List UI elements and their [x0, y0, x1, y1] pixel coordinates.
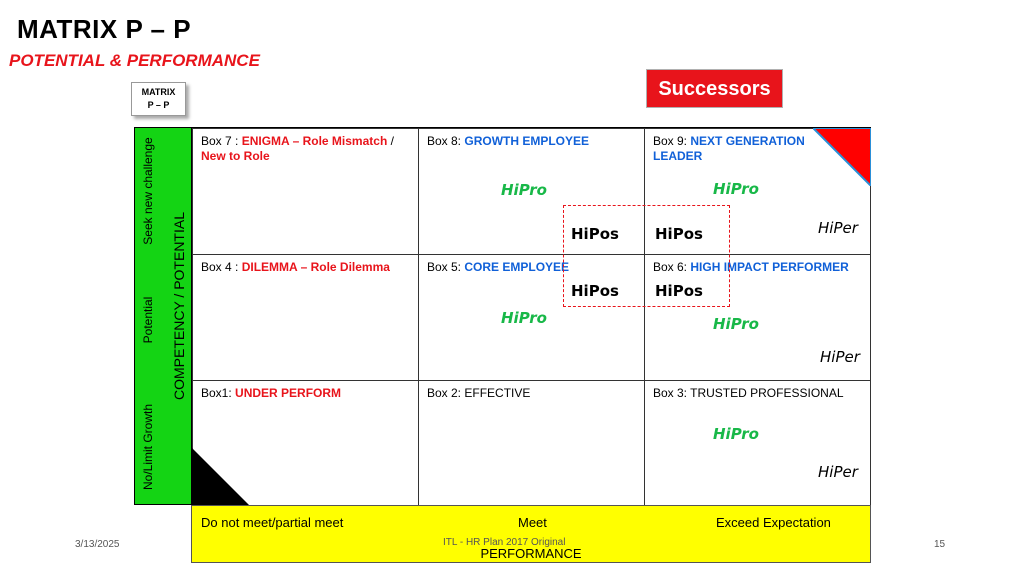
footer-center: ITL - HR Plan 2017 Original — [443, 537, 566, 548]
box-7-name: ENIGMA – Role Mismatch — [241, 134, 388, 148]
box-4-name: DILEMMA – Role Dilemma — [241, 260, 390, 274]
col-label-not-meet: Do not meet/partial meet — [201, 515, 344, 530]
hipos-tag-4: HiPos — [655, 282, 703, 300]
footer-page-number: 15 — [934, 539, 946, 550]
box-3-prefix: Box 3: — [653, 386, 691, 400]
matrix-badge-line2: P – P — [147, 100, 170, 110]
successor-corner-flag — [813, 128, 871, 186]
hipos-tag-3: HiPos — [571, 282, 619, 300]
box-7-prefix: Box 7 : — [201, 134, 242, 148]
x-axis-title: PERFORMANCE — [480, 546, 582, 561]
page-subtitle: POTENTIAL & PERFORMANCE — [9, 51, 260, 70]
box-7 — [192, 128, 419, 255]
box-1-prefix: Box1: — [201, 386, 236, 400]
matrix-badge — [131, 82, 186, 116]
col-label-exceed: Exceed Expectation — [716, 515, 831, 530]
box-6-hipro: HiPro — [713, 315, 759, 333]
box-3-hiper: HiPer — [818, 463, 858, 481]
box-9-hipro: HiPro — [713, 180, 759, 198]
box-6-prefix: Box 6: — [653, 260, 691, 274]
hipos-tag-1: HiPos — [571, 225, 619, 243]
box-2-prefix: Box 2: — [427, 386, 465, 400]
page-title: MATRIX P – P — [17, 14, 192, 44]
box-2 — [418, 380, 645, 506]
box-8-hipro: HiPro — [501, 181, 547, 199]
box-9-hiper: HiPer — [818, 219, 858, 237]
col-label-meet: Meet — [518, 515, 547, 530]
box-1 — [192, 380, 419, 506]
box-8-prefix: Box 8: — [427, 134, 465, 148]
footer-date: 3/13/2025 — [75, 539, 120, 550]
box-9-prefix: Box 9: — [653, 134, 691, 148]
box-3-hipro: HiPro — [713, 425, 759, 443]
box-3-name: TRUSTED PROFESSIONAL — [690, 386, 844, 400]
potential-axis-bar — [134, 127, 192, 505]
matrix-badge-line1: MATRIX — [141, 87, 176, 97]
box-9-name: NEXT GENERATION LEADER — [653, 134, 805, 163]
performance-axis-bar — [191, 505, 871, 563]
box-2-name: EFFECTIVE — [464, 386, 531, 400]
box-4 — [192, 254, 419, 381]
box-5-name: CORE EMPLOYEE — [464, 260, 570, 274]
box-7-sep: / — [387, 134, 394, 148]
matrix-grid — [191, 127, 871, 506]
y-axis-title: COMPETENCY / POTENTIAL — [171, 212, 187, 400]
row-label-no-limit-growth: No/Limit Growth — [141, 403, 155, 491]
box-4-prefix: Box 4 : — [201, 260, 242, 274]
box-8-name: GROWTH EMPLOYEE — [464, 134, 590, 148]
box-5-prefix: Box 5: — [427, 260, 465, 274]
box-6-name: HIGH IMPACT PERFORMER — [690, 260, 849, 274]
low-corner-flag — [192, 448, 250, 506]
row-label-potential: Potential — [141, 296, 155, 344]
box-7-name2: New to Role — [201, 149, 270, 163]
box-5-hipro: HiPro — [501, 309, 547, 327]
row-label-seek-new-challenge: Seek new challenge — [141, 137, 155, 245]
box-1-name: UNDER PERFORM — [235, 386, 342, 400]
box-6-hiper: HiPer — [820, 348, 860, 366]
successors-button[interactable]: Successors — [646, 69, 783, 108]
box-3 — [644, 380, 871, 506]
hipos-tag-2: HiPos — [655, 225, 703, 243]
